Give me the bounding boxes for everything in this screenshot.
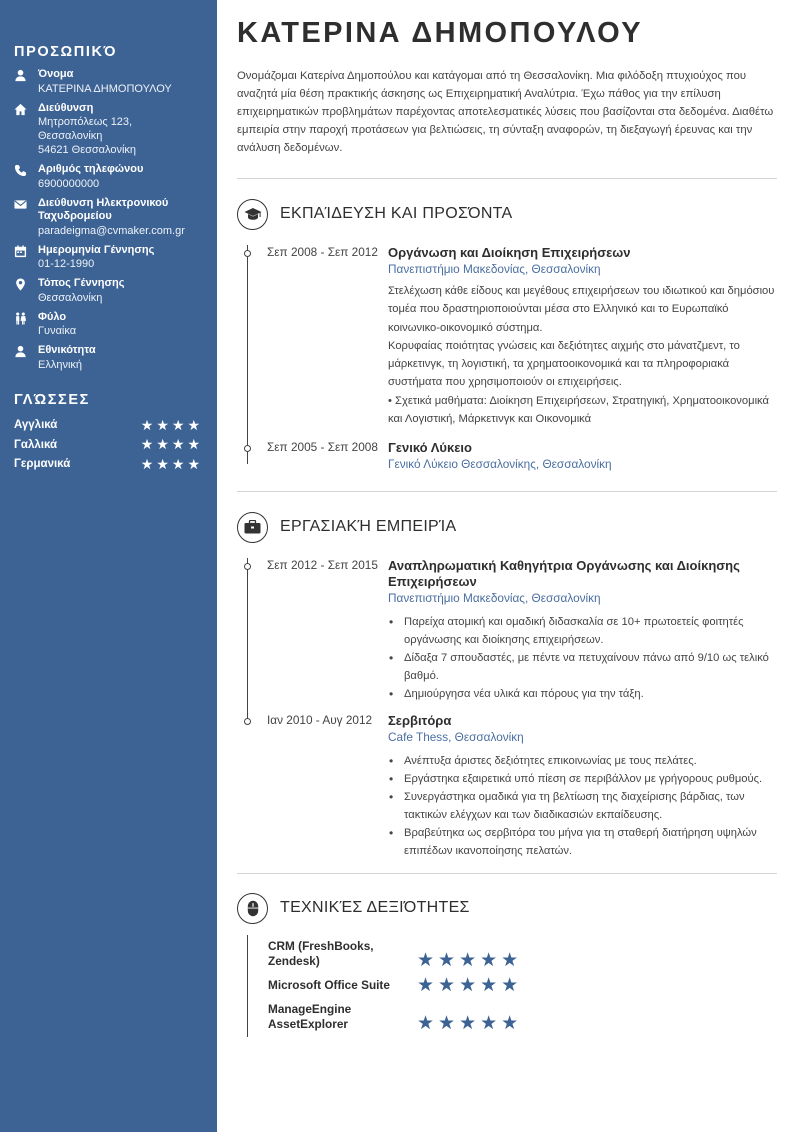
- bullet-item: • Δίδαξα 7 σπουδαστές, με πέντε να πετυχαίνουν πάνω από 9/10 ως τελικό βαθμό.: [388, 649, 776, 685]
- personal-value: paradeigma@cvmaker.com.gr: [38, 224, 185, 237]
- entry-date: Ιαν 2010 - Αυγ 2012: [267, 713, 373, 728]
- personal-value: Μητροπόλεως 123, Θεσσαλονίκη 54621 Θεσσαλονίκη: [38, 116, 137, 156]
- education-section-header: [237, 197, 777, 231]
- language-name: Γαλλικά: [14, 438, 58, 451]
- personal-item-nationality: [14, 344, 203, 372]
- personal-label: Διεύθυνση: [38, 101, 94, 114]
- location-pin-icon: [14, 278, 27, 291]
- skill-stars: ★★★★★: [417, 974, 523, 996]
- language-stars: ★★★★: [140, 455, 203, 472]
- languages-heading: ΓΛΏΣΣΕΣ: [14, 391, 90, 408]
- language-row: [14, 455, 203, 475]
- education-timeline: [237, 245, 777, 472]
- section-divider: [237, 491, 777, 492]
- experience-section-header: [237, 510, 777, 544]
- section-divider: [237, 873, 777, 874]
- skill-row: [237, 973, 777, 997]
- entry-date: Σεπ 2008 - Σεπ 2012: [267, 245, 378, 259]
- bullet-item: • Παρείχα ατομική και ομαδική διδασκαλία σε 10+ πρωτοετείς φοιτητές οργάνωσης και διοίκησης επιχειρήσεων.: [388, 613, 776, 649]
- personal-value: 01-12-1990: [38, 258, 95, 270]
- language-row: [14, 435, 203, 455]
- personal-item-address: [14, 102, 203, 158]
- education-entry: [237, 440, 777, 472]
- user-icon: [14, 69, 27, 82]
- skills-title: ΤΕΧΝΙΚΈΣ ΔΕΞΙΌΤΗΤΕΣ: [280, 899, 470, 917]
- entry-title: Γενικό Λύκειο: [388, 440, 472, 456]
- personal-label: Διεύθυνση Ηλεκτρονικού Ταχυδρομείου: [38, 196, 169, 222]
- personal-value: Ελληνική: [38, 358, 83, 371]
- personal-item-gender: [14, 311, 203, 339]
- experience-timeline: [237, 558, 777, 860]
- personal-label: Φύλο: [38, 310, 67, 323]
- entry-title: Οργάνωση και Διοίκηση Επιχειρήσεων: [388, 245, 631, 260]
- mouse-icon: [237, 893, 268, 924]
- briefcase-icon: [237, 512, 268, 543]
- gender-icon: [14, 312, 27, 325]
- personal-item-name: [14, 68, 203, 96]
- entry-description: Κορυφαίας ποιότητας γνώσεις και δεξιότητες αιχμής στο μάνατζμεντ, το μάρκετινγκ, τη λογιστική, τα χρηματοοικονομικά και τα πληροφοριακά συστήματα που χρησιμοποιούν οι επιχειρήσεις.: [388, 339, 740, 389]
- experience-entry: [237, 558, 777, 703]
- personal-item-birthdate: [14, 244, 203, 272]
- personal-label: Αριθμός τηλεφώνου: [38, 163, 144, 175]
- personal-item-phone: [14, 163, 203, 191]
- entry-bullets: [388, 752, 776, 860]
- personal-item-email: [14, 197, 203, 238]
- phone-icon: [14, 164, 27, 177]
- entry-date: Σεπ 2012 - Σεπ 2015: [267, 558, 378, 573]
- candidate-name: ΚΑΤΕΡΙΝΑ ΔΗΜΟΠΟΥΛΟΥ: [237, 17, 643, 49]
- sidebar: [0, 0, 217, 1132]
- home-icon: [14, 103, 27, 116]
- education-entry: [237, 245, 777, 428]
- entry-description: Στελέχωση κάθε είδους και μεγέθους επιχειρήσεων του ιδιωτικού και δημόσιου τομέα που δραστηριοποιούνται μέσα στο Ελληνικό και το Ευρωπαϊκό κοινωνικο-οικονομικό σύστημα.: [388, 285, 775, 334]
- bullet-item: • Ανέπτυξα άριστες δεξιότητες επικοινωνίας με τους πελάτες.: [388, 752, 776, 770]
- skill-row: [237, 935, 777, 973]
- entry-date: Σεπ 2005 - Σεπ 2008: [267, 440, 378, 455]
- entry-organization: Γενικό Λύκειο Θεσσαλονίκης, Θεσσαλονίκη: [388, 457, 612, 472]
- language-row: [14, 416, 203, 436]
- skill-name: CRM (FreshBooks, Zendesk): [268, 939, 374, 969]
- envelope-icon: [14, 198, 27, 211]
- entry-title: Σερβιτόρα: [388, 713, 452, 729]
- language-name: Αγγλικά: [14, 419, 58, 432]
- skills-list: [237, 935, 777, 1037]
- entry-organization: Πανεπιστήμιο Μακεδονίας, Θεσσαλονίκη: [388, 591, 601, 606]
- experience-title: ΕΡΓΑΣΙΑΚΉ ΕΜΠΕΙΡΊΑ: [280, 518, 457, 536]
- personal-heading: ΠΡΟΣΩΠΙΚΌ: [14, 44, 118, 60]
- skills-section-header: [237, 891, 777, 925]
- experience-entry: [237, 713, 777, 860]
- entry-organization: Πανεπιστήμιο Μακεδονίας, Θεσσαλονίκη: [388, 262, 601, 276]
- education-title: ΕΚΠΑΊΔΕΥΣΗ ΚΑΙ ΠΡΟΣΌΝΤΑ: [280, 205, 513, 222]
- personal-label: Όνομα: [38, 68, 74, 80]
- language-name: Γερμανικά: [14, 458, 71, 471]
- skill-row: [237, 997, 777, 1037]
- profile-summary: Ονομάζομαι Κατερίνα Δημοπούλου και κατάγομαι από τη Θεσσαλονίκη. Μια φιλόδοξη πτυχιούχος που αναζητά μία θέση πρακτικής άσκησης ως Επιχειρηματική Αναλύτρια. Έχω πάθος για την επίλυση επιχειρηματικών προβλημάτων παρέχοντας αποτελεσματικές λύσεις που βασίζονται στα δεδομένα. Διαθέτω εμπειρία στην παροχή προτάσεων για βελτιώσεις, τη σύνταξη αναφορών, τη διεξαγωγή έρευνας και την ανάλυση δεδομένων.: [237, 70, 774, 154]
- timeline-line: [247, 935, 248, 1037]
- skill-stars: ★★★★★: [417, 949, 523, 971]
- skill-stars: ★★★★★: [417, 1012, 523, 1034]
- personal-item-birthplace: [14, 277, 203, 305]
- personal-label: Ημερομηνία Γέννησης: [38, 243, 155, 256]
- bullet-item: • Εργάστηκα εξαιρετικά υπό πίεση σε περιβάλλον με γρήγορους ρυθμούς.: [388, 770, 776, 788]
- bullet-item: • Συνεργάστηκα ομαδικά για τη βελτίωση της διαχείρισης βάρδιας, των τακτικών ελέγχων και των διαδικασιών εκπαίδευσης.: [388, 788, 776, 824]
- user-icon: [14, 345, 27, 358]
- section-divider: [237, 178, 777, 179]
- language-stars: ★★★★: [140, 416, 203, 433]
- calendar-icon: [14, 245, 27, 258]
- personal-label: Τόπος Γέννησης: [38, 277, 125, 289]
- personal-label: Εθνικότητα: [38, 344, 96, 356]
- timeline-dot: [244, 250, 251, 257]
- entry-description: • Σχετικά μαθήματα: Διοίκηση Επιχειρήσεων, Στρατηγική, Χρηματοοικονομικά και Λογιστική, Μάρκετινγκ και Οικονομικά: [388, 394, 769, 426]
- personal-value: 6900000000: [38, 177, 100, 190]
- personal-value: Γυναίκα: [38, 325, 77, 337]
- personal-value: ΚΑΤΕΡΙΝΑ ΔΗΜΟΠΟΥΛΟΥ: [38, 82, 172, 95]
- skill-name: Microsoft Office Suite: [268, 977, 390, 992]
- skill-name: ManageEngine AssetExplorer: [268, 1002, 352, 1032]
- personal-value: Θεσσαλονίκη: [38, 291, 103, 304]
- graduation-cap-icon: [237, 199, 268, 230]
- bullet-item: • Δημιούργησα νέα υλικά και πόρους για την τάξη.: [388, 685, 776, 703]
- language-stars: ★★★★: [140, 436, 203, 453]
- entry-title: Αναπληρωματική Καθηγήτρια Οργάνωσης και Διοίκησης Επιχειρήσεων: [388, 558, 740, 590]
- entry-bullets: [388, 613, 776, 703]
- bullet-item: • Βραβεύτηκα ως σερβιτόρα του μήνα για τη σταθερή διατήρηση υψηλών επιπέδων ικανοποίησης πελατών.: [388, 824, 776, 860]
- entry-organization: Cafe Thess, Θεσσαλονίκη: [388, 730, 524, 745]
- main-content: [237, 0, 777, 1037]
